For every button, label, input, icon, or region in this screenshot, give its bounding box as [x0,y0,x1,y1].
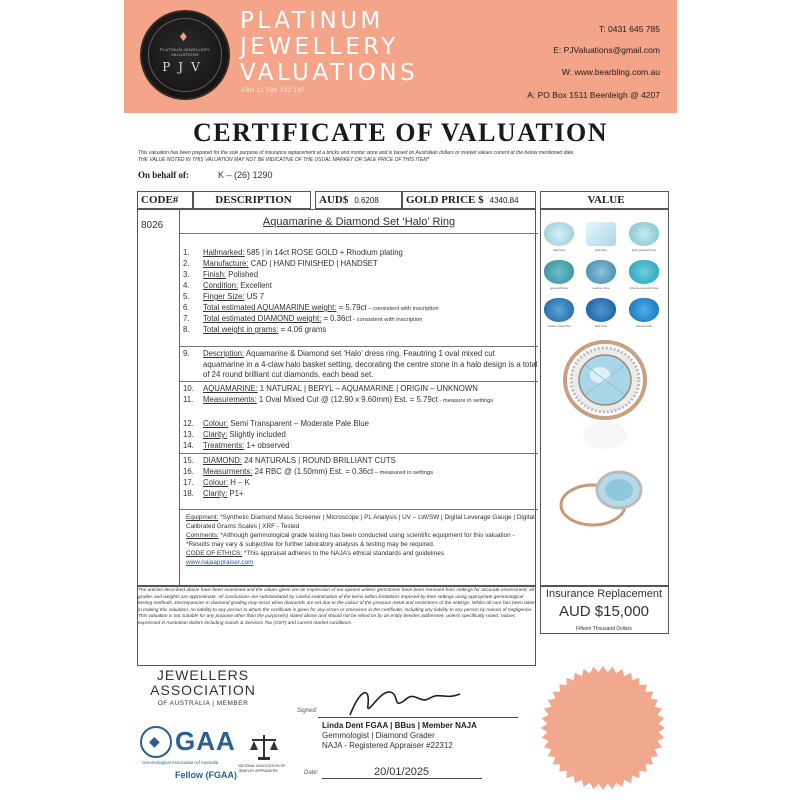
gaa-subtitle: Gemmological Association of Australia [142,760,219,765]
gem-label: intense greenish blue [629,286,659,290]
code-column-divider [179,209,180,586]
terms-and-conditions: The articles described above have been examined and the values given are an expression of our opinion unless gemstones have been removed from settings for accurate assessment, all grades and weights are approximate. All conclusions are substantiated by careful examination of the items within limitations imposed by their settings using appropriate gemmological testing methods. Discrepancies in diamond grading may occur when diamonds are set due to the colour of the precious metal and restrictions of the settings. Whilst all care has been taken in making this valuation, no liability to any person to whom the certificate is given for any errors or omissions in the certificate, including any liability to any person by reason of negligence. This valuation is not suitable for any purpose other than the purpose(s) stated above and should not be relied on by an entity besides addressee, unless specifically noted. Values expressed in Australian dollars including Goods & Services Tax (GST) and current market conditions. [138,588,536,627]
date-label: Date: [304,770,319,776]
divider [180,509,538,510]
divider [180,233,538,234]
diamond-icon: ♦ [178,30,189,44]
gem-label: medium dark blue [547,324,571,328]
gem-swatch [544,298,574,322]
item-code: 8026 [141,220,164,231]
handwritten-signature [330,680,470,720]
insurance-label: Insurance Replacement [545,588,663,600]
gem-swatch [629,260,659,284]
gem-swatch [544,222,574,246]
gaa-logo: GAA [175,726,236,756]
gem-swatch [586,222,616,246]
gem-swatch [629,222,659,246]
header-code: CODE# [137,191,193,209]
gem-label: intense blue [635,324,653,328]
date-line [322,778,482,779]
divider [180,381,538,382]
gem-label: pale blue [552,248,566,252]
jewellers-association-logo: JEWELLERS ASSOCIATION [150,667,256,698]
brand-line-3: VALUATIONS [240,60,419,86]
ja-member-label: OF AUSTRALIA | MEMBER [157,700,249,707]
naja-label: NATIONAL ASSOCIATION OF JEWELRY APPRAISERS [238,764,286,773]
divider [180,346,538,347]
contact-email[interactable]: E: PJValuations@gmail.com [553,45,660,55]
disclaimer-line-2: THE VALUE NOTED IN THIS VALUATION MAY NOT BE INDICATIVE OF THE USUAL MARKET OR SALE PRICE OF THIS ITEM* [138,156,430,163]
contact-website[interactable]: W: www.bearbling.com.au [561,67,660,77]
gem-label: medium blue [592,286,610,290]
gem-swatch [586,260,616,284]
gold-value: 4340.84 [489,195,519,205]
date-value: 20/01/2025 [374,766,430,778]
gem-label: greenish blue [549,286,568,290]
insurance-words: Fifteen Thousand Dollars [576,626,632,632]
logo-name: PLATINUM JEWELLERY VALUATIONS [159,47,211,57]
ring-side-view-photo [555,460,655,535]
header-gold-price: GOLD PRICE $ 4340.84 [402,191,536,209]
certificate-seal [540,665,666,791]
disclaimer-line-1: This valuation has been prepared for the sole purpose of insurance replacement at a bricks and mortar store and is based on Australian dollars or market values current at the below mentioned date. [138,150,575,156]
signed-label: Signed: [297,708,318,714]
gem-label: dark blue [594,324,608,328]
aud-value: 0.6208 [354,195,379,205]
on-behalf-value: K – (26) 1290 [218,170,273,180]
ring-top-view-photo [555,335,655,455]
abn-number: ABN 11 588 192 137 [241,88,306,94]
valuation-disclaimer [138,150,668,164]
divider [180,453,538,454]
gem-swatch [586,298,616,322]
signer-title: Gemmologist | Diamond Grader [322,731,435,740]
header-aud: AUD$ 0.6208 [315,191,402,209]
header-value: VALUE [540,191,669,209]
contact-phone[interactable]: T: 0431 645 785 [599,24,660,34]
brand-line-2: JEWELLERY [240,34,399,60]
header-description: DESCRIPTION [193,191,311,209]
naja-link[interactable]: www.najaappraiser.com [186,559,254,566]
gem-icon: ◆ [149,733,160,749]
contact-address: A: PO Box 1511 Beenleigh @ 4207 [527,90,660,100]
gem-label: light blue [594,248,607,252]
gem-label: light greenish blue [631,248,657,252]
brand-line-1: PLATINUM [240,8,384,34]
signature-line [318,717,518,718]
on-behalf-label: On behalf of: [138,170,190,180]
equipment-notes: Equipment: *Synthetic Diamond Mass Screener | Microscope | PL Analysis | UV – LW/SW | Digital Leverage Gauge | Digital Calibrated Grams Scales | XRF - Tested Comments: *Although gemmological grade testing has been conducted using scientific equipment for this valuation - *Results may vary & subjective for further laboratory analysis & testing may be required. CODE OF ETHICS: *This appraisal adheres to the NAJA’s ethical standards and guidelines www.najaappraiser.com [186,514,535,566]
item-title: Aquamarine & Diamond Set ‘Halo’ Ring [262,216,456,228]
naja-scales-icon [248,732,280,762]
signer-registration: NAJA - Registered Appraiser #22312 [322,741,453,750]
certificate-title: CERTIFICATE OF VALUATION [192,118,609,147]
gem-swatch [629,298,659,322]
insurance-value: AUD $15,000 [558,603,650,620]
signer-name: Linda Dent FGAA | BBus | Member NAJA [322,721,477,730]
fellow-badge: Fellow (FGAA) [175,770,237,780]
logo-letters: PJV [162,60,208,74]
gem-swatch [544,260,574,284]
